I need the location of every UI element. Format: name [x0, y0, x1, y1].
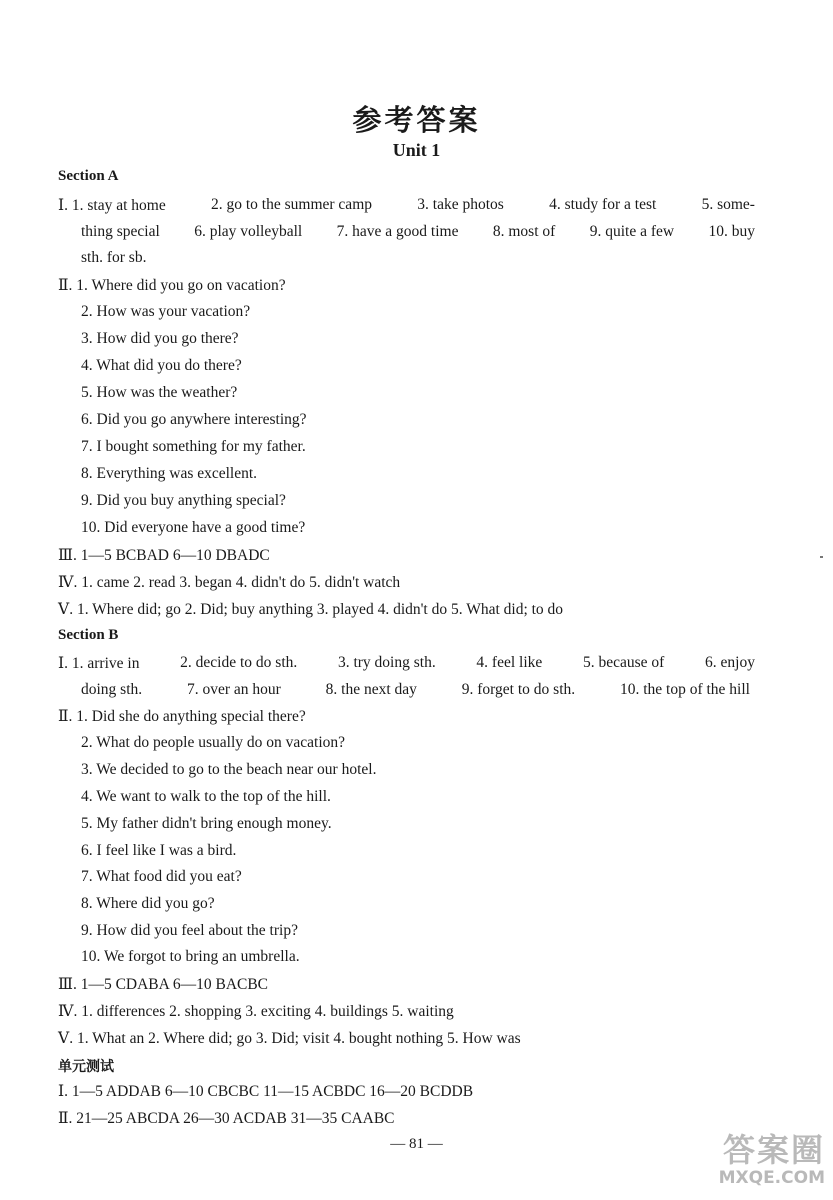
page-title: 参考答案: [352, 103, 481, 137]
answer-item: 7. over an hour: [186, 681, 281, 698]
unit-title: Unit 1: [392, 140, 441, 160]
answer-item: 4. study for a test: [549, 196, 657, 213]
section-b-heading: Section B: [58, 627, 119, 643]
section-b-part2-item: 10. We forgot to bring an umbrella.: [81, 948, 300, 965]
section-a-part1-line3: sth. for sb.: [81, 249, 147, 266]
section-a-part1-line2: [81, 223, 755, 241]
watermark-logo: 答案圈: [722, 1131, 825, 1169]
watermark-url: MXQE.COM: [718, 1168, 825, 1188]
section-b-part2-item: 8. Where did you go?: [81, 895, 215, 912]
section-b-part4: Ⅳ. 1. differences 2. shopping 3. exciting 4. buildings 5. waiting: [58, 1003, 454, 1020]
answer-item: Ⅰ. 1. arrive in: [58, 655, 140, 672]
answer-item: 7. have a good time: [336, 223, 459, 240]
section-a-part2-item: 5. How was the weather?: [81, 384, 238, 401]
answer-item: doing sth.: [81, 681, 143, 698]
section-a-part2-item: 7. I bought something for my father.: [81, 438, 306, 455]
section-b-part3: Ⅲ. 1—5 CDABA 6—10 BACBC: [58, 976, 269, 993]
answer-item: 10. the top of the hill: [619, 681, 750, 698]
answer-item: 8. most of: [492, 223, 556, 240]
section-a-part2-item: 10. Did everyone have a good time?: [81, 519, 306, 536]
section-a-part2-item: Ⅱ. 1. Where did you go on vacation?: [58, 277, 286, 294]
section-b-part2-item: Ⅱ. 1. Did she do anything special there?: [58, 708, 306, 725]
section-a-part2-item: 8. Everything was excellent.: [81, 465, 258, 482]
section-a-part5: Ⅴ. 1. Where did; go 2. Did; buy anything 3. played 4. didn't do 5. What did; to do: [58, 601, 564, 618]
answer-item: 2. go to the summer camp: [211, 196, 372, 213]
answer-item: 2. decide to do sth.: [180, 654, 298, 671]
answer-item: 10. buy: [708, 223, 755, 240]
unit-test-heading: 单元测试: [58, 1059, 114, 1075]
section-b-part2-item: 7. What food did you eat?: [81, 868, 242, 885]
answer-item: 9. quite a few: [589, 223, 675, 240]
unit-test-part1: Ⅰ. 1—5 ADDAB 6—10 CBCBC 11—15 ACBDC 16—20 BCDDB: [58, 1083, 474, 1100]
section-a-part2-item: 9. Did you buy anything special?: [81, 492, 286, 509]
section-b-part2-item: 6. I feel like I was a bird.: [81, 842, 237, 859]
section-a-heading: Section A: [58, 168, 119, 184]
section-b-part2-item: 3. We decided to go to the beach near our hotel.: [81, 761, 377, 778]
scan-speck: [820, 556, 823, 558]
section-b-part5: Ⅴ. 1. What an 2. Where did; go 3. Did; visit 4. bought nothing 5. How was: [58, 1030, 521, 1047]
section-a-part4: Ⅳ. 1. came 2. read 3. began 4. didn't do 5. didn't watch: [58, 574, 401, 591]
page-number: — 81 —: [390, 1136, 443, 1152]
section-b-part2-item: 5. My father didn't bring enough money.: [81, 815, 332, 832]
unit-test-part2: Ⅱ. 21—25 ABCDA 26—30 ACDAB 31—35 CAABC: [58, 1110, 395, 1127]
section-b-part1-line1: [58, 654, 755, 673]
answer-item: 9. forget to do sth.: [461, 681, 576, 698]
section-b-part2-item: 2. What do people usually do on vacation?: [81, 734, 346, 751]
answer-item: 8. the next day: [325, 681, 417, 698]
answer-item: 3. try doing sth.: [337, 654, 436, 671]
watermark: [703, 1132, 825, 1192]
section-a-part2-item: 2. How was your vacation?: [81, 303, 251, 320]
answer-item: thing special: [81, 223, 160, 240]
section-a-part2-item: 3. How did you go there?: [81, 330, 239, 347]
answer-item: 5. because of: [582, 654, 665, 671]
section-a-part2-item: 6. Did you go anywhere interesting?: [81, 411, 307, 428]
section-b-part1-line2: [81, 681, 750, 699]
answer-item: 6. enjoy: [705, 654, 755, 671]
answer-item: 5. some-: [701, 196, 755, 213]
answer-item: 4. feel like: [476, 654, 543, 671]
section-a-part3: Ⅲ. 1—5 BCBAD 6—10 DBADC: [58, 547, 270, 564]
answer-item: 3. take photos: [417, 196, 504, 213]
section-b-part2-item: 4. We want to walk to the top of the hill.: [81, 788, 331, 805]
answer-item: 6. play volleyball: [194, 223, 303, 240]
section-a-part2-item: 4. What did you do there?: [81, 357, 242, 374]
answer-item: Ⅰ. 1. stay at home: [58, 197, 166, 214]
section-b-part2-item: 9. How did you feel about the trip?: [81, 922, 298, 939]
section-a-part1-line1: [58, 196, 755, 215]
